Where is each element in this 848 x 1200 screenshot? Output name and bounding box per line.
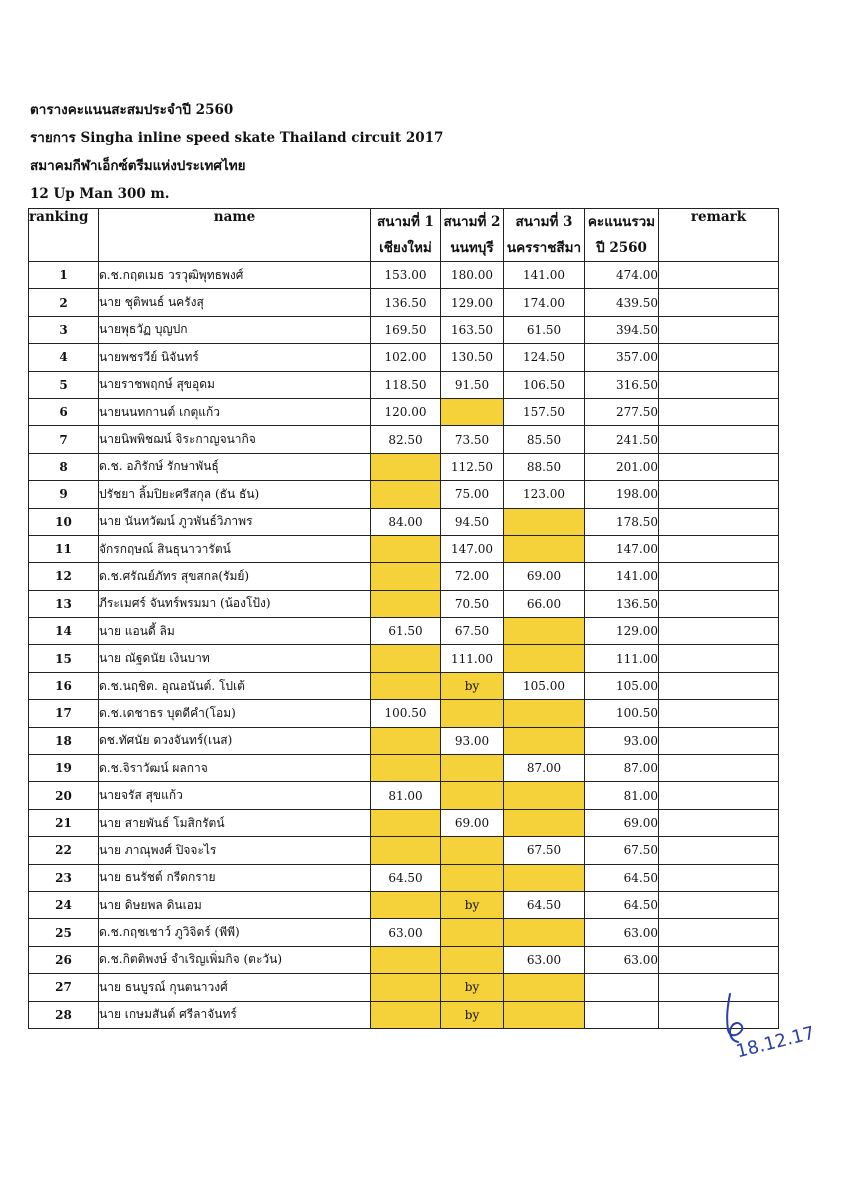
venue3-score-cell: 106.50 (504, 371, 585, 398)
table-row (29, 1001, 779, 1028)
venue2-score-cell: 111.00 (441, 645, 504, 672)
athlete-name-cell: ด.ช.ศรัณย์ภัทร สุขสกล(รัมย์) (99, 563, 371, 590)
remark-cell (659, 946, 779, 973)
venue1-score-cell (371, 453, 441, 480)
venue2-score-cell: 129.00 (441, 289, 504, 316)
table-row (29, 508, 779, 535)
venue2-score-cell: by (441, 672, 504, 699)
venue2-score-cell: 69.00 (441, 809, 504, 836)
remark-cell (659, 289, 779, 316)
venue1-score-cell (371, 672, 441, 699)
venue3-score-cell: 69.00 (504, 563, 585, 590)
venue2-score-cell: by (441, 1001, 504, 1028)
venue1-score-cell (371, 590, 441, 617)
remark-cell (659, 891, 779, 918)
athlete-name-cell: ดช.ทัศนัย ดวงจันทร์(เนส) (99, 727, 371, 754)
athlete-name-cell: นาย ภาณุพงศ์ ปิจจะไร (99, 837, 371, 864)
venue2-score-cell (441, 700, 504, 727)
total-score-cell: 105.00 (585, 672, 659, 699)
athlete-name-cell: นายนิพพิชฌน์ จิระกาญจนากิจ (99, 426, 371, 453)
header-association: สมาคมกีฬาเอ็กซ์ตรีมแห่งประเทศไทย (30, 158, 246, 174)
table-row (29, 563, 779, 590)
venue2-score-cell: 93.00 (441, 727, 504, 754)
remark-cell (659, 453, 779, 480)
venue2-score-cell: 75.00 (441, 481, 504, 508)
col-header-venue1 (371, 209, 441, 262)
total-score-cell: 64.50 (585, 864, 659, 891)
venue1-score-cell (371, 563, 441, 590)
table-body (29, 262, 779, 1029)
venue3-score-cell: 87.00 (504, 755, 585, 782)
remark-cell (659, 727, 779, 754)
remark-cell (659, 563, 779, 590)
athlete-name-cell: นาย สายพันธ์ โมสิกรัตน์ (99, 809, 371, 836)
venue3-score-cell: 124.50 (504, 344, 585, 371)
remark-cell (659, 262, 779, 289)
rank-cell: 28 (29, 1001, 99, 1028)
venue3-score-cell (504, 645, 585, 672)
rank-cell: 3 (29, 316, 99, 343)
venue1-score-cell (371, 974, 441, 1001)
table-row (29, 974, 779, 1001)
athlete-name-cell: ด.ช.กฤตเมธ วรวุฒิพุทธพงศ์ (99, 262, 371, 289)
athlete-name-cell: จักรกฤษณ์ สินธุนาวารัตน์ (99, 535, 371, 562)
remark-cell (659, 755, 779, 782)
venue1-label: สนามที่ 1 (377, 214, 434, 230)
total-score-cell: 198.00 (585, 481, 659, 508)
venue1-score-cell (371, 946, 441, 973)
venue2-label: สนามที่ 2 (443, 214, 501, 230)
venue3-city: นครราชสีมา (506, 240, 582, 256)
athlete-name-cell: ภีระเมศร์ จันทร์พรมมา (น้องโป้ง) (99, 590, 371, 617)
col-header-remark: remark (659, 209, 779, 262)
rank-cell: 24 (29, 891, 99, 918)
total-label: คะแนนรวม (587, 214, 656, 230)
venue3-score-cell (504, 535, 585, 562)
venue1-score-cell: 169.50 (371, 316, 441, 343)
rank-cell: 21 (29, 809, 99, 836)
venue3-score-cell: 63.00 (504, 946, 585, 973)
remark-cell (659, 700, 779, 727)
total-score-cell: 87.00 (585, 755, 659, 782)
table-header-row (29, 209, 779, 262)
venue3-score-cell (504, 727, 585, 754)
athlete-name-cell: นาย ธนรัชต์ กรีดกราย (99, 864, 371, 891)
venue1-score-cell (371, 891, 441, 918)
standings-table (28, 208, 779, 1029)
total-score-cell: 178.50 (585, 508, 659, 535)
rank-cell: 8 (29, 453, 99, 480)
rank-cell: 11 (29, 535, 99, 562)
venue2-city: นนทบุรี (450, 240, 494, 256)
rank-cell: 22 (29, 837, 99, 864)
venue3-score-cell (504, 782, 585, 809)
remark-cell (659, 645, 779, 672)
total-score-cell: 67.50 (585, 837, 659, 864)
remark-cell (659, 618, 779, 645)
col-header-total (585, 209, 659, 262)
rank-cell: 4 (29, 344, 99, 371)
header-event: รายการ Singha inline speed skate Thailand circuit 2017 (30, 130, 444, 146)
venue1-score-cell (371, 481, 441, 508)
venue2-score-cell: 70.50 (441, 590, 504, 617)
rank-cell: 14 (29, 618, 99, 645)
venue1-score-cell: 102.00 (371, 344, 441, 371)
venue1-score-cell: 82.50 (371, 426, 441, 453)
athlete-name-cell: นายนนทกานต์ เกตุแก้ว (99, 398, 371, 425)
rank-cell: 1 (29, 262, 99, 289)
venue3-score-cell (504, 508, 585, 535)
remark-cell (659, 398, 779, 425)
athlete-name-cell: นายพุธวัฏ บุญปก (99, 316, 371, 343)
total-score-cell: 241.50 (585, 426, 659, 453)
athlete-name-cell: นายจรัส สุขแก้ว (99, 782, 371, 809)
total-year: ปี 2560 (596, 240, 647, 256)
remark-cell (659, 344, 779, 371)
venue1-score-cell (371, 1001, 441, 1028)
venue1-score-cell (371, 837, 441, 864)
total-score-cell: 136.50 (585, 590, 659, 617)
table-row (29, 645, 779, 672)
venue1-score-cell: 118.50 (371, 371, 441, 398)
rank-cell: 13 (29, 590, 99, 617)
table-row (29, 864, 779, 891)
venue3-score-cell (504, 864, 585, 891)
venue2-score-cell: 147.00 (441, 535, 504, 562)
venue3-score-cell: 67.50 (504, 837, 585, 864)
rank-cell: 6 (29, 398, 99, 425)
table-row (29, 453, 779, 480)
document-header (30, 96, 443, 208)
remark-cell (659, 590, 779, 617)
venue2-score-cell (441, 864, 504, 891)
table-row (29, 262, 779, 289)
total-score-cell: 129.00 (585, 618, 659, 645)
header-category: 12 Up Man 300 m. (30, 186, 170, 202)
table-row (29, 316, 779, 343)
venue1-score-cell (371, 755, 441, 782)
venue3-score-cell (504, 1001, 585, 1028)
venue1-score-cell: 153.00 (371, 262, 441, 289)
venue3-score-cell: 157.50 (504, 398, 585, 425)
venue3-score-cell: 61.50 (504, 316, 585, 343)
venue3-score-cell: 85.50 (504, 426, 585, 453)
venue2-score-cell (441, 398, 504, 425)
table-row (29, 590, 779, 617)
venue1-score-cell: 84.00 (371, 508, 441, 535)
venue3-score-cell (504, 974, 585, 1001)
venue2-score-cell: 91.50 (441, 371, 504, 398)
table-row (29, 344, 779, 371)
total-score-cell: 69.00 (585, 809, 659, 836)
venue3-label: สนามที่ 3 (515, 214, 573, 230)
venue3-score-cell (504, 618, 585, 645)
rank-cell: 2 (29, 289, 99, 316)
remark-cell (659, 535, 779, 562)
venue2-score-cell (441, 755, 504, 782)
venue1-city: เชียงใหม่ (379, 240, 432, 256)
rank-cell: 25 (29, 919, 99, 946)
venue2-score-cell (441, 782, 504, 809)
venue1-score-cell: 64.50 (371, 864, 441, 891)
rank-cell: 19 (29, 755, 99, 782)
rank-cell: 10 (29, 508, 99, 535)
venue2-score-cell (441, 946, 504, 973)
col-header-name: name (99, 209, 371, 262)
total-score-cell: 474.00 (585, 262, 659, 289)
venue1-score-cell: 100.50 (371, 700, 441, 727)
table-row (29, 371, 779, 398)
athlete-name-cell: ด.ช. อภิรักษ์ รักษาพันธุ์ (99, 453, 371, 480)
total-score-cell: 100.50 (585, 700, 659, 727)
venue1-score-cell: 136.50 (371, 289, 441, 316)
venue3-score-cell: 88.50 (504, 453, 585, 480)
venue2-score-cell: 73.50 (441, 426, 504, 453)
signature-date: 18.12.17 (734, 1022, 817, 1063)
table-row (29, 891, 779, 918)
total-score-cell: 277.50 (585, 398, 659, 425)
venue3-score-cell: 66.00 (504, 590, 585, 617)
athlete-name-cell: ด.ช.จิราวัฒน์ ผลกาจ (99, 755, 371, 782)
table-row (29, 481, 779, 508)
athlete-name-cell: ด.ช.กฤชเชาว์ ภูวิจิตร์ (พีพี) (99, 919, 371, 946)
table-row (29, 535, 779, 562)
venue1-score-cell (371, 645, 441, 672)
venue1-score-cell: 81.00 (371, 782, 441, 809)
table-row (29, 755, 779, 782)
venue2-score-cell: 163.50 (441, 316, 504, 343)
remark-cell (659, 919, 779, 946)
total-score-cell: 81.00 (585, 782, 659, 809)
table-row (29, 946, 779, 973)
remark-cell (659, 782, 779, 809)
venue1-score-cell: 63.00 (371, 919, 441, 946)
total-score-cell: 147.00 (585, 535, 659, 562)
table-row (29, 289, 779, 316)
total-score-cell: 93.00 (585, 727, 659, 754)
venue1-score-cell (371, 727, 441, 754)
remark-cell (659, 426, 779, 453)
athlete-name-cell: ด.ช.กิตติพงษ์ จำเริญเพิ่มกิจ (ตะวัน) (99, 946, 371, 973)
remark-cell (659, 508, 779, 535)
rank-cell: 18 (29, 727, 99, 754)
venue2-score-cell: by (441, 974, 504, 1001)
athlete-name-cell: นายราชพฤกษ์ สุขอุดม (99, 371, 371, 398)
remark-cell (659, 672, 779, 699)
rank-cell: 20 (29, 782, 99, 809)
venue1-score-cell: 61.50 (371, 618, 441, 645)
venue2-score-cell: 112.50 (441, 453, 504, 480)
total-score-cell (585, 1001, 659, 1028)
table-row (29, 919, 779, 946)
venue3-score-cell: 123.00 (504, 481, 585, 508)
table-row (29, 426, 779, 453)
table-row (29, 782, 779, 809)
venue3-score-cell: 174.00 (504, 289, 585, 316)
venue2-score-cell: 180.00 (441, 262, 504, 289)
remark-cell (659, 316, 779, 343)
remark-cell (659, 481, 779, 508)
rank-cell: 26 (29, 946, 99, 973)
athlete-name-cell: นาย นันทวัฒน์ ภูวพันธ์วิภาพร (99, 508, 371, 535)
remark-cell (659, 864, 779, 891)
rank-cell: 15 (29, 645, 99, 672)
athlete-name-cell: นาย ณัฐดนัย เงินบาท (99, 645, 371, 672)
total-score-cell: 63.00 (585, 919, 659, 946)
total-score-cell: 316.50 (585, 371, 659, 398)
athlete-name-cell: ปรัชยา ลิ้มปิยะศรีสกุล (ธัน ธัน) (99, 481, 371, 508)
table-row (29, 618, 779, 645)
athlete-name-cell: ด.ช.นฤชิต. อุณอนันต์. โปเต้ (99, 672, 371, 699)
venue3-score-cell (504, 809, 585, 836)
remark-cell (659, 809, 779, 836)
athlete-name-cell: นาย เกษมสันต์ ศรีลาจันทร์ (99, 1001, 371, 1028)
athlete-name-cell: นาย แอนดี้ ลิม (99, 618, 371, 645)
venue3-score-cell (504, 700, 585, 727)
col-header-venue3 (504, 209, 585, 262)
rank-cell: 27 (29, 974, 99, 1001)
venue3-score-cell: 141.00 (504, 262, 585, 289)
rank-cell: 16 (29, 672, 99, 699)
athlete-name-cell: นายพชรวีย์ นิจันทร์ (99, 344, 371, 371)
total-score-cell: 141.00 (585, 563, 659, 590)
remark-cell (659, 371, 779, 398)
venue1-score-cell (371, 809, 441, 836)
table-row (29, 727, 779, 754)
athlete-name-cell: ด.ช.เดชาธร บุตดีคำ(โอม) (99, 700, 371, 727)
venue2-score-cell: 72.00 (441, 563, 504, 590)
rank-cell: 7 (29, 426, 99, 453)
col-header-ranking: ranking (29, 209, 99, 262)
venue2-score-cell: 130.50 (441, 344, 504, 371)
rank-cell: 9 (29, 481, 99, 508)
venue2-score-cell (441, 837, 504, 864)
total-score-cell: 394.50 (585, 316, 659, 343)
total-score-cell: 201.00 (585, 453, 659, 480)
table-row (29, 398, 779, 425)
venue3-score-cell (504, 919, 585, 946)
total-score-cell: 439.50 (585, 289, 659, 316)
venue1-score-cell: 120.00 (371, 398, 441, 425)
rank-cell: 17 (29, 700, 99, 727)
total-score-cell: 357.00 (585, 344, 659, 371)
table-row (29, 700, 779, 727)
col-header-venue2 (441, 209, 504, 262)
total-score-cell: 63.00 (585, 946, 659, 973)
table-row (29, 672, 779, 699)
remark-cell (659, 837, 779, 864)
header-title: ตารางคะแนนสะสมประจำปี 2560 (30, 102, 234, 118)
total-score-cell: 111.00 (585, 645, 659, 672)
athlete-name-cell: นาย ชุติพนธ์ นครังสุ (99, 289, 371, 316)
rank-cell: 12 (29, 563, 99, 590)
total-score-cell: 64.50 (585, 891, 659, 918)
venue2-score-cell (441, 919, 504, 946)
total-score-cell (585, 974, 659, 1001)
athlete-name-cell: นาย ธนบูรณ์ กุนตนาวงศ์ (99, 974, 371, 1001)
venue1-score-cell (371, 535, 441, 562)
rank-cell: 5 (29, 371, 99, 398)
venue2-score-cell: 67.50 (441, 618, 504, 645)
venue2-score-cell: 94.50 (441, 508, 504, 535)
venue3-score-cell: 105.00 (504, 672, 585, 699)
table-row (29, 809, 779, 836)
athlete-name-cell: นาย ดิษยพล ดินเอม (99, 891, 371, 918)
venue2-score-cell: by (441, 891, 504, 918)
table-row (29, 837, 779, 864)
rank-cell: 23 (29, 864, 99, 891)
venue3-score-cell: 64.50 (504, 891, 585, 918)
